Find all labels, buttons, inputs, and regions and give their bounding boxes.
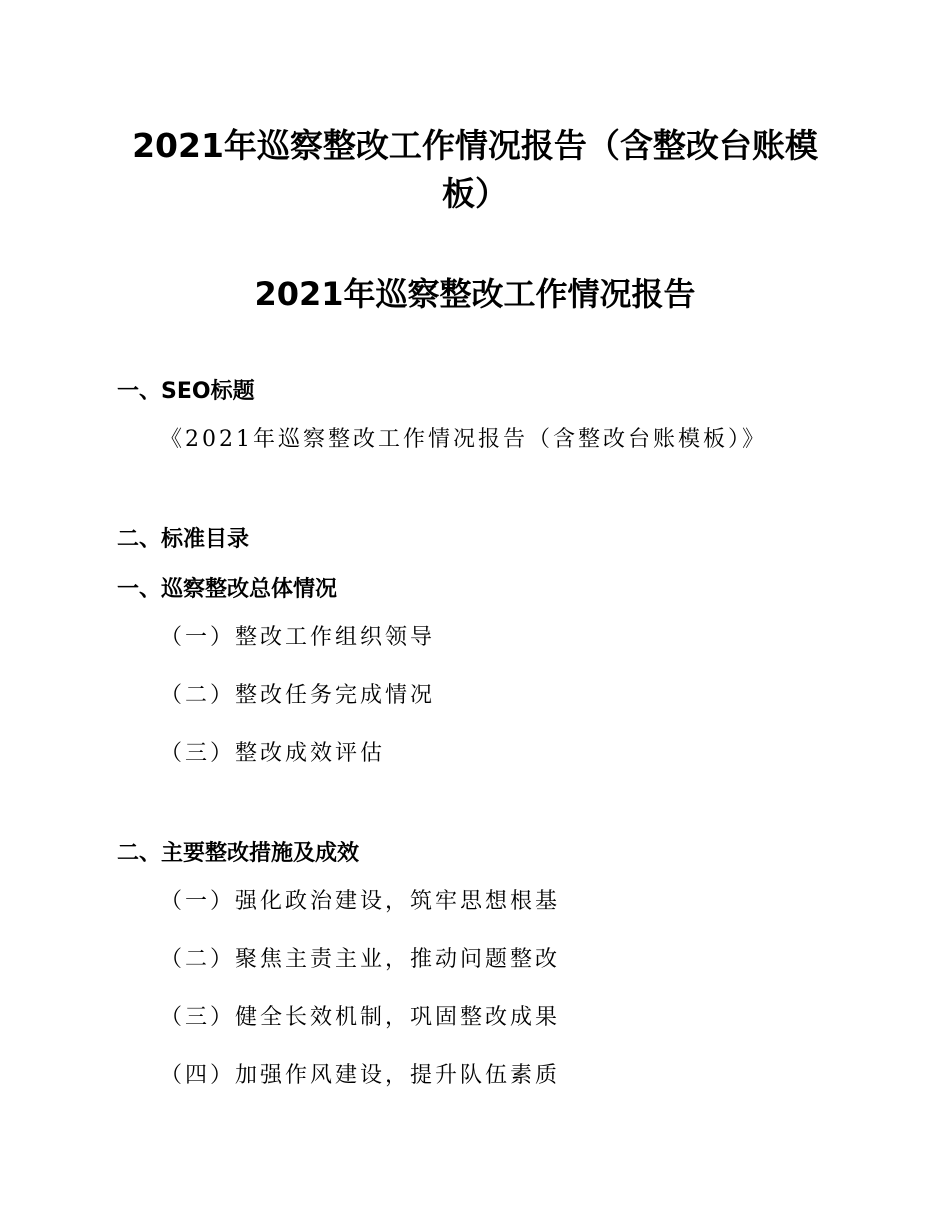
- list-item: （四）加强作风建设，提升队伍素质: [160, 1063, 561, 1088]
- document-title: 2021年巡察整改工作情况报告（含整改台账模板）: [132, 126, 818, 213]
- list-item: （三）整改成效评估: [160, 741, 386, 766]
- list-item: （一）整改工作组织领导: [160, 625, 436, 650]
- seo-title-text: 《2021年巡察整改工作情况报告（含整改台账模板）》: [160, 427, 767, 452]
- list-item: （三）健全长效机制，巩固整改成果: [160, 1005, 561, 1030]
- list-item: （二）整改任务完成情况: [160, 683, 436, 708]
- seo-heading: 一、SEO标题: [117, 379, 255, 404]
- list-item: （一）强化政治建设，筑牢思想根基: [160, 889, 561, 914]
- toc-heading: 二、标准目录: [117, 527, 250, 552]
- document-subtitle: 2021年巡察整改工作情况报告: [254, 275, 696, 313]
- section-heading-measures: 二、主要整改措施及成效: [117, 841, 360, 866]
- list-item: （二）聚焦主责主业，推动问题整改: [160, 947, 561, 972]
- section-heading-overall: 一、巡察整改总体情况: [117, 577, 338, 602]
